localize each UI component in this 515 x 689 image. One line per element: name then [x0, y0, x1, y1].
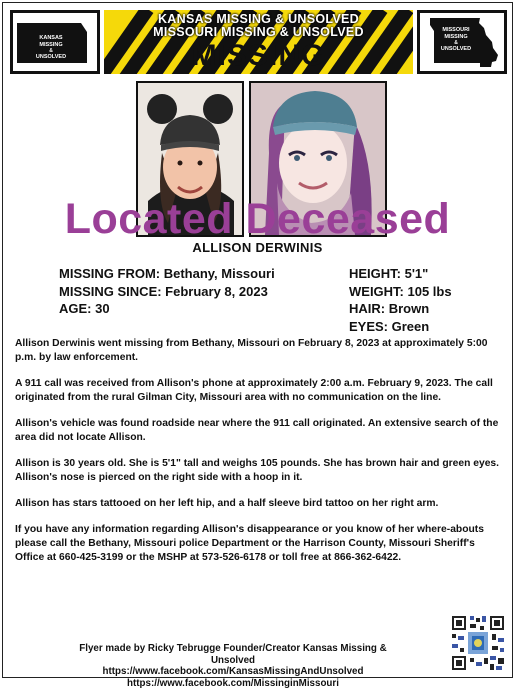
- header: [10, 10, 507, 76]
- flyer-credit: Flyer made by Ricky Tebrugge Founder/Creator Kansas Missing & Unsolved: [63, 643, 403, 666]
- missouri-logo-line4: UNSOLVED: [441, 46, 471, 52]
- missing-poster: [2, 2, 513, 678]
- located-deceased-overlay: Located Deceased: [3, 194, 512, 244]
- missouri-logo-line1: MISSOURI: [442, 27, 470, 33]
- hair: HAIR: Brown: [349, 300, 452, 318]
- kansas-logo-line3: &: [49, 48, 53, 54]
- missouri-logo-line2: MISSING: [444, 34, 467, 40]
- missing-banner: [104, 10, 413, 74]
- missouri-map-icon: [422, 15, 502, 69]
- eyes: EYES: Green: [349, 318, 452, 336]
- height: HEIGHT: 5'1": [349, 265, 452, 283]
- footer: [63, 643, 403, 689]
- missouri-logo-line3: &: [454, 40, 458, 46]
- paragraph-2: A 911 call was received from Allison's phone at approximately 2:00 a.m. February 9, 2023. The call originated from the rural Gilman City, Missouri area with no communication on the line.: [15, 377, 503, 405]
- facts-right: [349, 265, 452, 335]
- kansas-logo-line1: KANSAS: [39, 35, 63, 41]
- banner-line2: MISSOURI MISSING & UNSOLVED: [104, 26, 413, 39]
- missouri-logo: [417, 10, 507, 74]
- facts-left: [59, 265, 275, 318]
- facebook-link-kansas[interactable]: https://www.facebook.com/KansasMissingAndUnsolved: [63, 666, 403, 678]
- paragraph-1: Allison Derwinis went missing from Bethany, Missouri on February 8, 2023 at approximately 5:00 p.m. by law enforcement.: [15, 337, 503, 365]
- paragraph-5: Allison has stars tattooed on her left hip, and a half sleeve bird tattoo on her right arm.: [15, 497, 503, 511]
- person-name: ALLISON DERWINIS: [3, 240, 512, 255]
- paragraph-3: Allison's vehicle was found roadside near where the 911 call originated. An extensive search of the area did not locate Allison.: [15, 417, 503, 445]
- kansas-logo-line2: MISSING: [39, 42, 62, 48]
- paragraph-4: Allison is 30 years old. She is 5'1" tall and weighs 105 pounds. She has brown hair and green eyes. Allison's nose is pierced on the right side with a hoop in it.: [15, 457, 503, 485]
- weight: WEIGHT: 105 lbs: [349, 283, 452, 301]
- age: AGE: 30: [59, 300, 275, 318]
- banner-title: MISSING: [104, 39, 413, 73]
- case-description: [15, 337, 503, 577]
- kansas-map-icon: [15, 17, 95, 67]
- missing-from: MISSING FROM: Bethany, Missouri: [59, 265, 275, 283]
- paragraph-6: If you have any information regarding Allison's disappearance or you know of her where-abouts please call the Bethany, Missouri police Department or the Harrison County, Missouri Sheriff's Office at 660-425-3199 or the MSHP at 573-526-6178 or toll free at 866-362-6422.: [15, 523, 503, 565]
- banner-line1: KANSAS MISSING & UNSOLVED: [104, 13, 413, 26]
- facebook-link-missouri[interactable]: https://www.facebook.com/MissinginMissouri: [63, 678, 403, 689]
- kansas-logo: [10, 10, 100, 74]
- qr-code-icon[interactable]: [450, 614, 506, 672]
- missing-since: MISSING SINCE: February 8, 2023: [59, 283, 275, 301]
- kansas-logo-line4: UNSOLVED: [36, 54, 66, 60]
